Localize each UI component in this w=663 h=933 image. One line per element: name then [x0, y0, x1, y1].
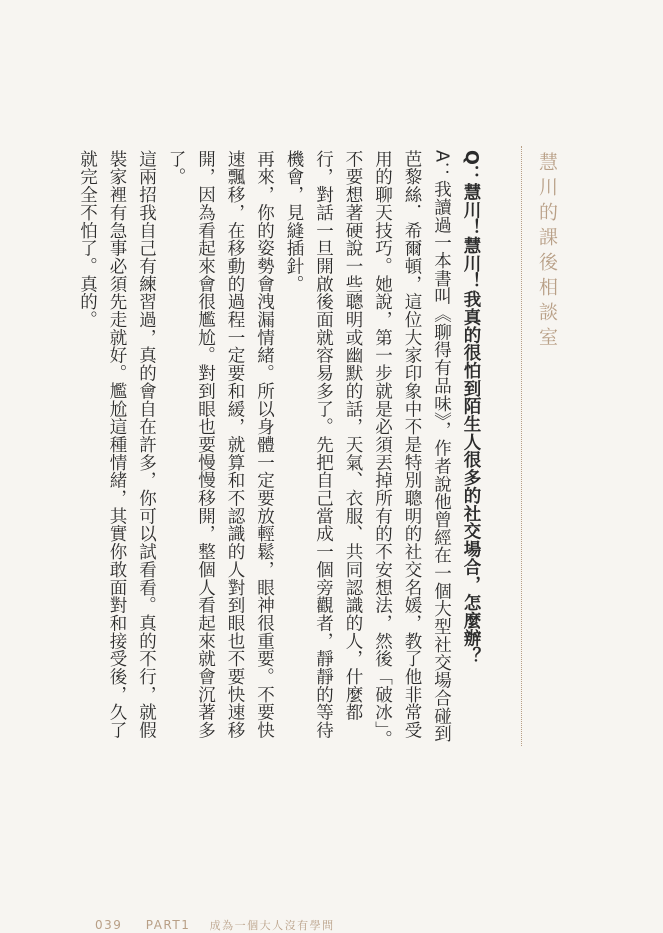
page-footer: [95, 917, 335, 933]
page-number: 039: [95, 918, 123, 932]
dotted-divider: [521, 146, 522, 746]
chapter-title: 成為一個大人沒有學問: [209, 919, 335, 932]
answer-paragraph-3: 這兩招我自己有練習過，真的會自在許多，你可以試看看。真的不行，就假裝家裡有急事必須先走就好。尷尬這種情緒，其實你敢面對和接受後，久了就完全不怕了。真的。: [77, 150, 157, 740]
section-title: 慧川的課後相談室: [536, 152, 558, 352]
vertical-text-body: [72, 150, 485, 755]
answer-paragraph-2: 再來，你的姿勢會洩漏情緒。所以身體一定要放輕鬆，眼神很重要。不要快速飄移，在移動的過程一定要和緩，就算和不認識的人對到眼也不要快速移開，因為看起來會很尷尬。對到眼也要慢慢移開，整個人看起來就會沉著多了。: [166, 150, 275, 740]
answer-paragraph-1: A：我讀過一本書叫《聊得有品味》，作者說他曾經在一個大型社交場合碰到芭黎絲．希爾頓，這位大家印象中不是特別聰明的社交名媛，教了他非常受用的聊天技巧。她說，第一步就是必須丟掉所有的不安想法，然後「破冰」。不要想著硬說一些聰明或幽默的話，天氣、衣服、共同認識的人，什麼都行，對話一旦開啟後面就容易多了。先把自己當成一個旁觀者，靜靜的等待機會，見縫插針。: [284, 150, 452, 749]
part-label: PART1: [145, 918, 191, 932]
question-text: Q：慧川！慧川！我真的很怕到陌生人很多的社交場合，怎麼辦？: [461, 150, 481, 666]
